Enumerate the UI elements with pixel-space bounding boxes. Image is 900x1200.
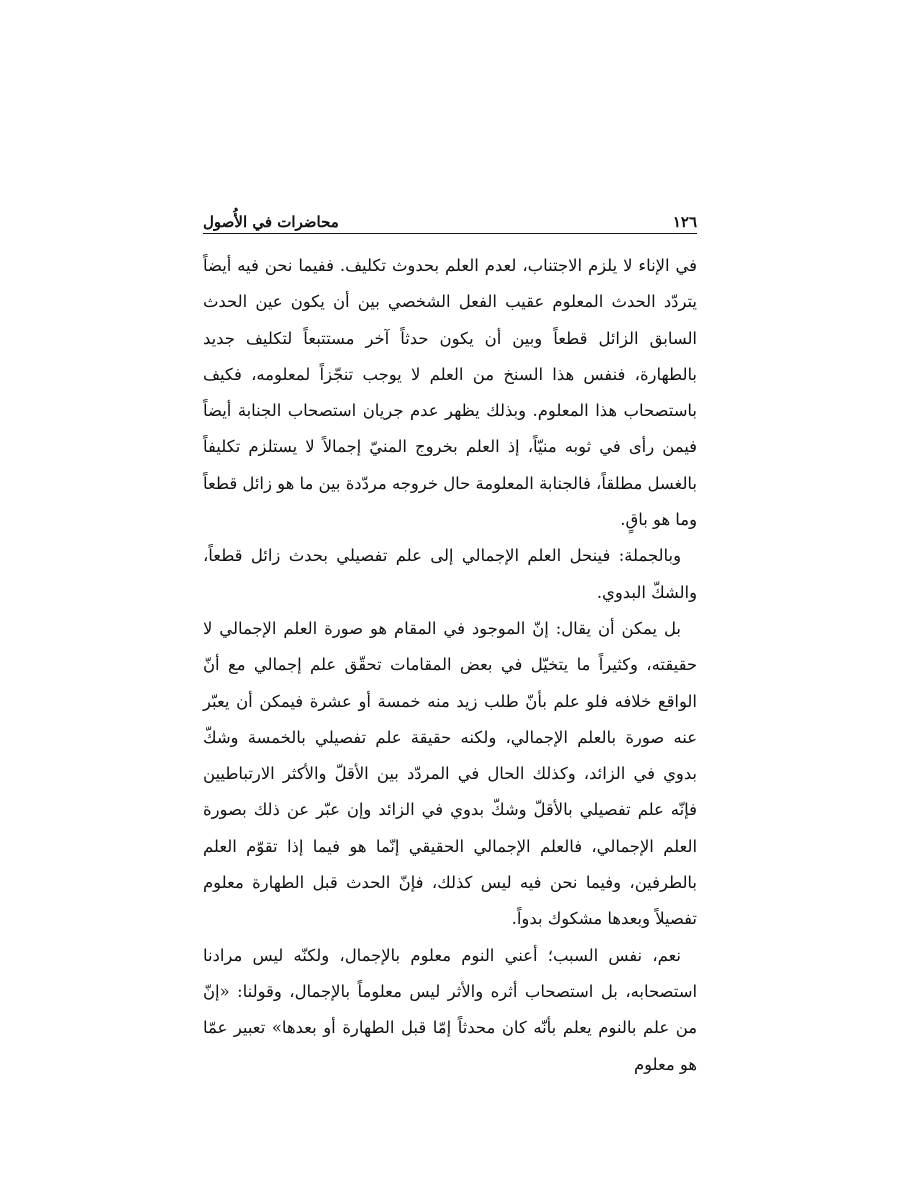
running-header: [203, 203, 697, 231]
header-rule: [203, 233, 697, 234]
book-title: محاضرات في الأُصول: [203, 213, 339, 231]
paragraph: بل يمكن أن يقال: إنّ الموجود في المقام هو صورة العلم الإجمالي لا حقيقته، وكثيراً ما يتخيّل في بعض المقامات تحقّق علم إجمالي مع أنّ الواقع خلافه فلو علم بأنّ طلب زيد منه خمسة أو عشرة فيمكن أن يعبّر عنه صورة بالعلم الإجمالي، ولكنه حقيقة علم تفصيلي بالخمسة وشكّ بدوي في الزائد، وكذلك الحال في المردّد بين الأقلّ والأكثر الارتباطيين فإنّه علم تفصيلي بالأقلّ وشكّ بدوي في الزائد وإن عبّر عن ذلك بصورة العلم الإجمالي، فالعلم الإجمالي الحقيقي إنّما هو فيما إذا تقوّم العلم بالطرفين، وفيما نحن فيه ليس كذلك، فإنّ الحدث قبل الطهارة معلوم تفصيلاً وبعدها مشكوك بدواً.: [203, 618, 697, 929]
paragraph: نعم، نفس السبب؛ أعني النوم معلوم بالإجمال، ولكنّه ليس مرادنا استصحابه، بل استصحاب أثره والأثر ليس معلوماً بالإجمال، وقولنا: «إنّ من علم بالنوم يعلم بأنّه كان محدثاً إمّا قبل الطهارة أو بعدها» تعبير عمّا هو معلوم: [203, 945, 697, 1074]
paragraph: في الإناء لا يلزم الاجتناب، لعدم العلم بحدوث تكليف. ففيما نحن فيه أيضاً يتردّد الحدث المعلوم عقيب الفعل الشخصي بين أن يكون عين الحدث السابق الزائل قطعاً وبين أن يكون حدثاً آخر مستتبعاً لتكليف جديد بالطهارة، فنفس هذا السنخ من العلم لا يوجب تنجّزاً لمعلومه، فكيف باستصحاب هذا المعلوم. وبذلك يظهر عدم جريان استصحاب الجنابة أيضاً فيمن رأى في ثوبه منيّاً، إذ العلم بخروج المنيّ إجمالاً لا يستلزم تكليفاً بالغسل مطلقاً، فالجنابة المعلومة حال خروجه مردّدة بين ما هو زائل قطعاً وما هو باقٍ.: [203, 256, 697, 530]
paragraph: وبالجملة: فينحل العلم الإجمالي إلى علم تفصيلي بحدث زائل قطعاً، والشكّ البدوي.: [203, 546, 697, 602]
body-text: [203, 248, 697, 1083]
page-number: ١٢٦: [672, 213, 697, 231]
